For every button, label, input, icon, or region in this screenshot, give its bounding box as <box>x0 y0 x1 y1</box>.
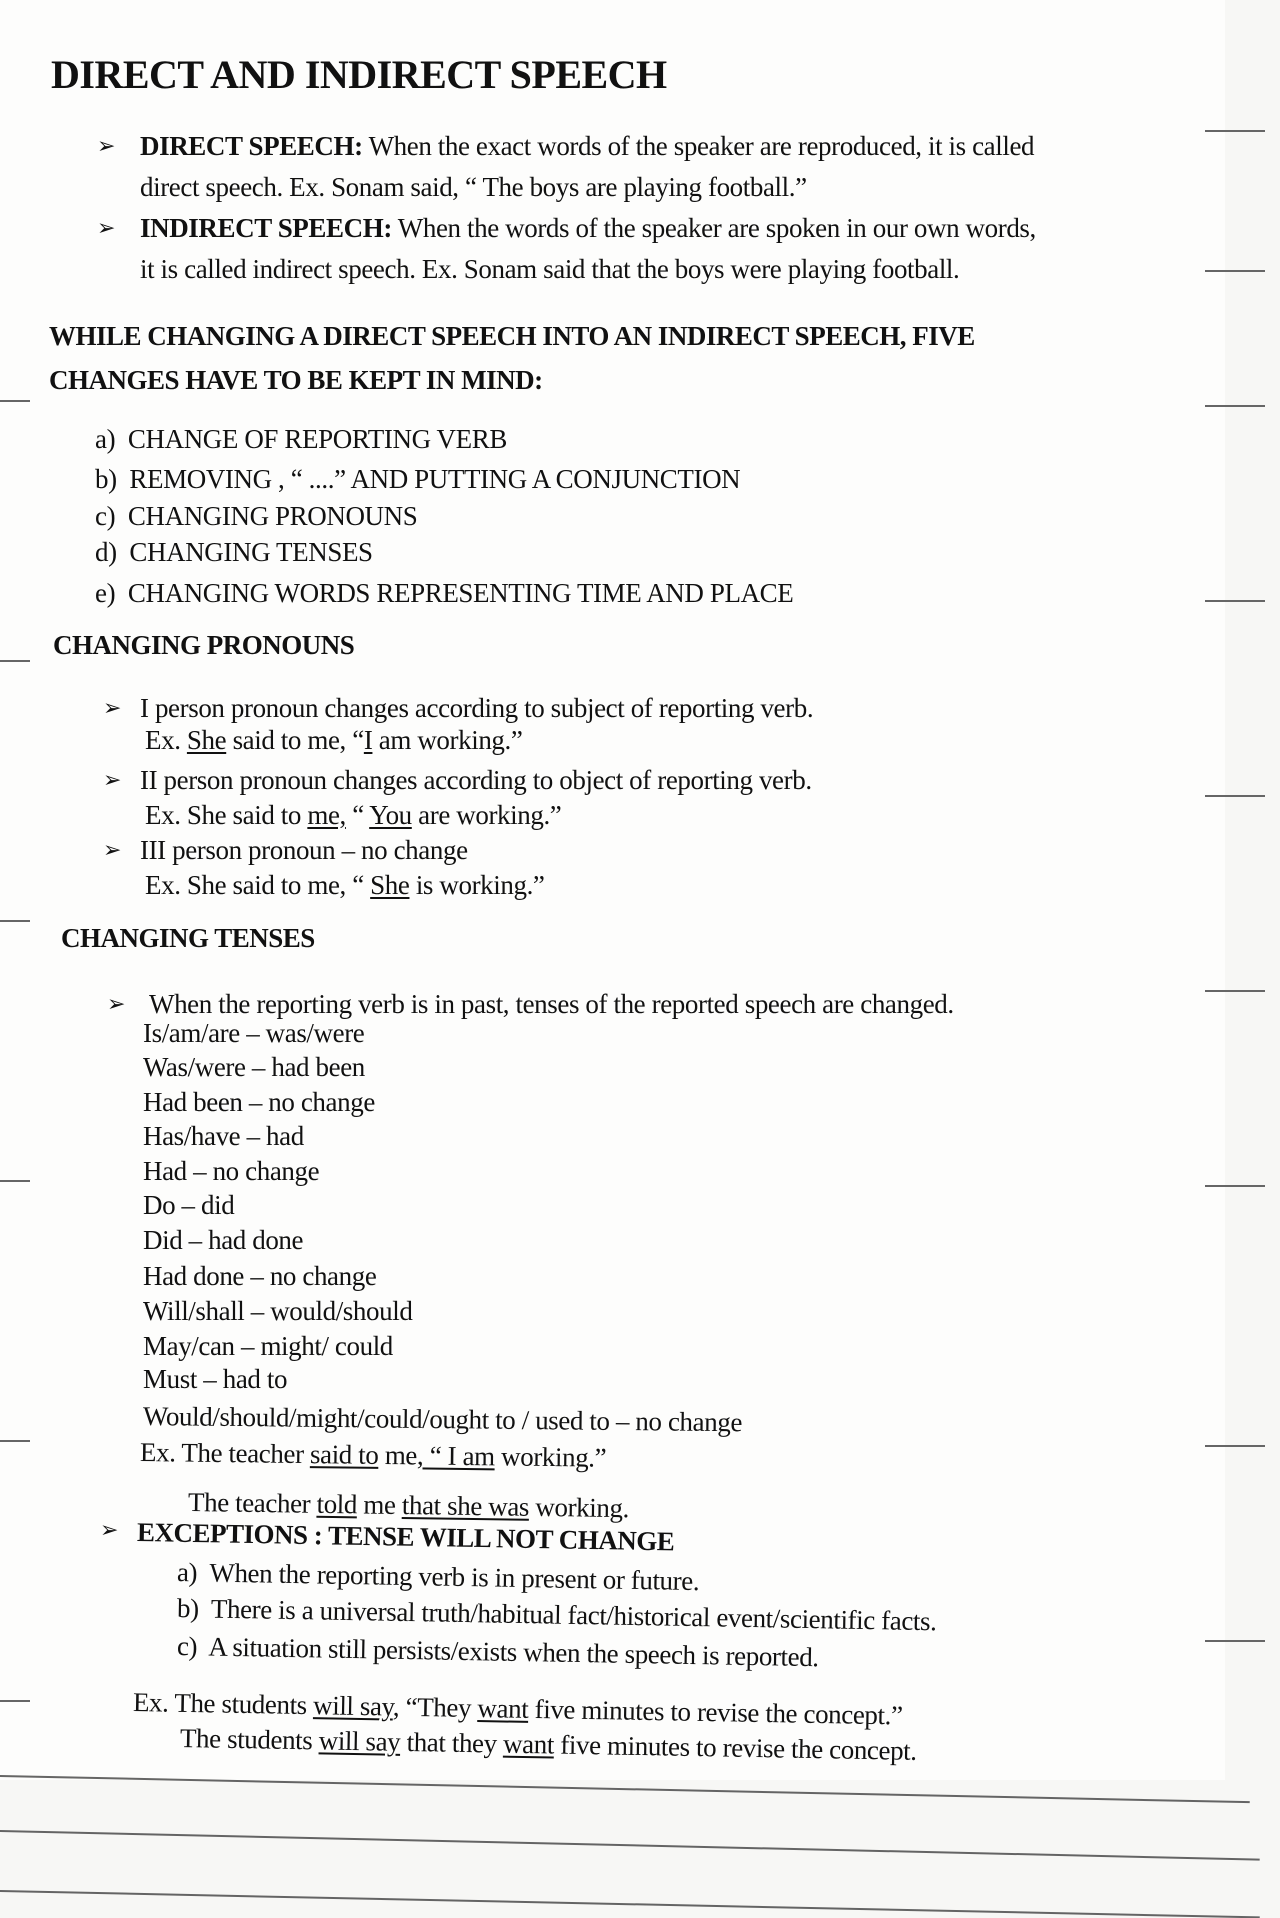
text: Ex. She said to <box>145 800 308 830</box>
text: working. <box>528 1491 630 1524</box>
exception-item <box>177 1630 819 1673</box>
underlined-text: will say <box>312 1690 394 1722</box>
list-marker: c) <box>176 1631 198 1662</box>
list-marker: d) <box>95 537 117 567</box>
pronoun-rule: II person pronoun changes according to object of reporting verb. <box>140 765 812 795</box>
text: me <box>356 1489 403 1520</box>
tense-change-item: Would/should/might/could/ought to / used to – no change <box>142 1401 743 1438</box>
arrow-bullet-icon: ➢ <box>97 133 116 158</box>
change-item <box>95 500 417 532</box>
exception-text: There is a universal truth/habitual fact/historical event/scientific facts. <box>210 1593 937 1637</box>
page-title: DIRECT AND INDIRECT SPEECH <box>51 52 667 97</box>
underlined-text: will say <box>318 1725 401 1757</box>
underlined-text: She <box>186 725 227 755</box>
notebook-line-edge <box>1205 130 1265 132</box>
underlined-text: , “ I am <box>416 1440 495 1472</box>
notebook-line-edge <box>1205 1445 1265 1447</box>
text: is working.” <box>409 870 545 900</box>
change-text: CHANGING PRONOUNS <box>127 501 418 531</box>
change-text: CHANGE OF REPORTING VERB <box>127 424 507 454</box>
list-marker: c) <box>95 501 116 531</box>
text: working.” <box>494 1441 607 1473</box>
indirect-speech-definition <box>140 212 1036 244</box>
tense-change-item: Was/were – had been <box>143 1052 365 1082</box>
underlined-text: me, <box>307 800 346 830</box>
notebook-line-edge <box>1205 1640 1265 1642</box>
text: are working.” <box>411 800 562 830</box>
pronoun-rule: III person pronoun – no change <box>140 835 468 865</box>
arrow-bullet-icon: ➢ <box>107 991 126 1016</box>
notebook-line-edge <box>0 1180 30 1182</box>
text: , “They <box>392 1691 478 1724</box>
notebook-line <box>0 1830 1260 1861</box>
tense-change-item: May/can – might/ could <box>143 1331 393 1361</box>
text: me <box>378 1439 418 1471</box>
underlined-text: want <box>502 1728 555 1760</box>
list-marker: e) <box>95 578 116 608</box>
tense-rule: When the reporting verb is in past, tenses of the reported speech are changed. <box>149 989 954 1019</box>
pronoun-example <box>145 724 522 756</box>
exception-text: A situation still persists/exists when the speech is reported. <box>208 1631 819 1673</box>
exceptions-heading: EXCEPTIONS : TENSE WILL NOT CHANGE <box>136 1517 675 1557</box>
text: Ex. The teacher <box>139 1437 311 1470</box>
definition-text: When the words of the speaker are spoken in our own words, <box>391 213 1036 243</box>
underlined-text: that she was <box>401 1489 530 1522</box>
text: The teacher <box>187 1487 317 1519</box>
change-text: REMOVING , “ ....” AND PUTTING A CONJUNCTION <box>129 464 741 494</box>
notebook-line <box>0 1890 1260 1918</box>
tense-change-item: Do – did <box>143 1190 235 1220</box>
text: that they <box>400 1726 504 1759</box>
underlined-text: You <box>369 800 412 830</box>
text: am working.” <box>372 725 523 755</box>
notebook-line-edge <box>0 400 30 402</box>
text: Ex. She said to me, “ <box>145 870 371 900</box>
text: five minutes to revise the concept.” <box>528 1693 903 1731</box>
notebook-line-edge <box>1205 600 1265 602</box>
underlined-text: said to <box>309 1439 379 1470</box>
underlined-text: She <box>370 870 410 900</box>
list-marker: b) <box>95 464 117 494</box>
change-text: CHANGING WORDS REPRESENTING TIME AND PLACE <box>127 578 794 608</box>
tense-change-item: Had – no change <box>143 1156 320 1186</box>
tense-change-item: Must – had to <box>143 1364 288 1394</box>
tense-change-item: Had been – no change <box>143 1087 375 1117</box>
underlined-text: want <box>477 1693 529 1724</box>
tense-example <box>140 1436 607 1474</box>
change-item <box>95 423 507 455</box>
notebook-line-edge <box>0 1440 30 1442</box>
notebook-line-edge <box>1205 990 1265 992</box>
exception-item <box>177 1592 937 1637</box>
notebook-line-edge <box>1205 405 1265 407</box>
text: Ex. <box>145 725 187 755</box>
text: “ <box>345 800 370 830</box>
notebook-line-edge <box>0 1700 30 1702</box>
tense-change-item: Is/am/are – was/were <box>143 1018 365 1048</box>
text: The students <box>179 1723 320 1756</box>
exception-text: When the reporting verb is in present or future. <box>209 1557 700 1597</box>
tense-change-item: Has/have – had <box>143 1121 304 1151</box>
change-item <box>95 536 373 568</box>
notebook-line-edge <box>1205 795 1265 797</box>
definition-text: When the exact words of the speaker are reproduced, it is called <box>362 131 1035 161</box>
change-item <box>95 463 740 495</box>
change-text: CHANGING TENSES <box>129 537 373 567</box>
notebook-line-edge <box>0 920 30 922</box>
tense-change-item: Will/shall – would/should <box>143 1296 413 1326</box>
arrow-bullet-icon: ➢ <box>103 837 122 862</box>
exception-item <box>177 1556 700 1597</box>
pronoun-rule: I person pronoun changes according to subject of reporting verb. <box>140 693 814 723</box>
underlined-text: told <box>316 1488 358 1520</box>
tense-change-item: Had done – no change <box>143 1261 377 1291</box>
text: said to me, “ <box>226 725 364 755</box>
arrow-bullet-icon: ➢ <box>103 695 122 720</box>
notebook-line-edge <box>1205 1185 1265 1187</box>
direct-speech-definition-cont: direct speech. Ex. Sonam said, “ The boys are playing football.” <box>140 172 807 202</box>
notebook-line-edge <box>0 660 30 662</box>
pronoun-example <box>145 799 561 831</box>
text: five minutes to revise the concept. <box>553 1729 917 1766</box>
text: Ex. The students <box>132 1687 314 1721</box>
notebook-line-edge <box>1205 270 1265 272</box>
term-label: DIRECT SPEECH: <box>140 131 363 161</box>
underlined-text: I <box>363 725 373 755</box>
arrow-bullet-icon: ➢ <box>103 767 122 792</box>
tense-change-item: Did – had done <box>143 1225 304 1255</box>
tenses-heading: CHANGING TENSES <box>61 923 315 953</box>
changes-heading-cont: CHANGES HAVE TO BE KEPT IN MIND: <box>49 365 543 395</box>
indirect-speech-definition-cont: it is called indirect speech. Ex. Sonam said that the boys were playing football. <box>140 254 960 284</box>
arrow-bullet-icon: ➢ <box>97 215 116 240</box>
direct-speech-definition <box>140 130 1034 162</box>
change-item <box>95 577 793 609</box>
term-label: INDIRECT SPEECH: <box>140 213 392 243</box>
pronoun-example <box>145 869 545 901</box>
changes-heading: WHILE CHANGING A DIRECT SPEECH INTO AN INDIRECT SPEECH, FIVE <box>49 321 975 351</box>
list-marker: a) <box>95 424 116 454</box>
list-marker: a) <box>176 1557 198 1588</box>
list-marker: b) <box>176 1593 199 1624</box>
arrow-bullet-icon: ➢ <box>100 1517 119 1542</box>
pronouns-heading: CHANGING PRONOUNS <box>53 630 355 660</box>
